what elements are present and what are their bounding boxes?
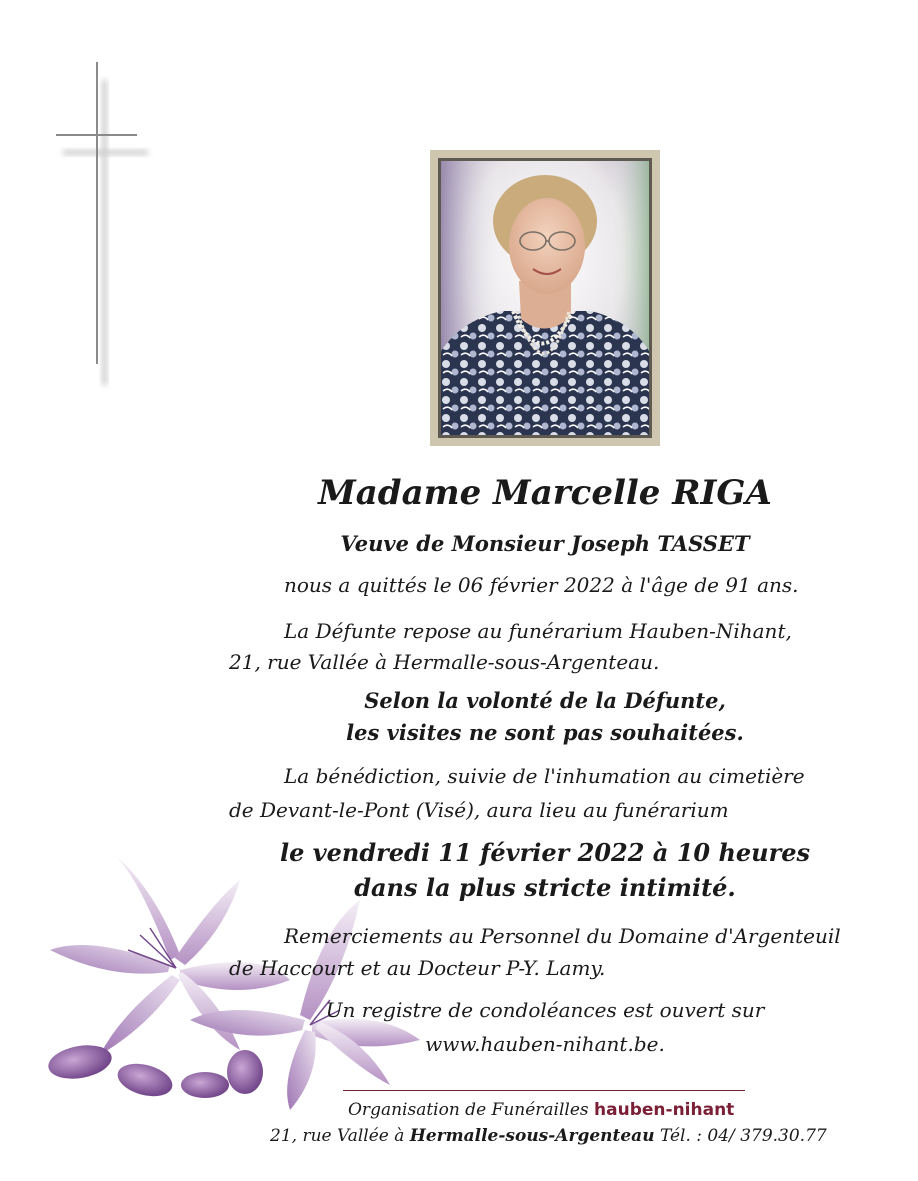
portrait-frame (430, 150, 660, 446)
footer-organisation (348, 1100, 734, 1120)
ceremony-line-2: de Devant-le-Pont (Visé), aura lieu au funérarium (229, 798, 729, 822)
footer-address (270, 1126, 827, 1146)
thanks-line-1: Remerciements au Personnel du Domaine d'Argenteuil (284, 924, 841, 948)
footer-org-prefix: Organisation de Funérailles (348, 1100, 589, 1120)
wish-line-1: Selon la volonté de la Défunte, (364, 688, 726, 713)
repose-line-1: La Défunte repose au funérarium Hauben-Nihant, (284, 619, 792, 643)
brand-logo: hauben-nihant (594, 1100, 735, 1120)
register-website: www.hauben-nihant.be. (425, 1032, 665, 1056)
ceremony-line-1: La bénédiction, suivie de l'inhumation au cimetière (284, 764, 805, 788)
register-line-1: Un registre de condoléances est ouvert sur (325, 998, 765, 1022)
portrait-photo (441, 161, 649, 435)
footer-address-prefix: 21, rue Vallée à (270, 1126, 405, 1146)
death-statement: nous a quittés le 06 février 2022 à l'âge de 91 ans. (284, 573, 799, 597)
footer-address-town: Hermalle-sous-Argenteau (409, 1126, 655, 1146)
wish-line-2: les visites ne sont pas souhaitées. (346, 720, 744, 745)
lily-flowers (30, 840, 450, 1120)
cross-icon (50, 60, 160, 390)
footer-phone: Tél. : 04/ 379.30.77 (659, 1126, 827, 1146)
footer-divider (343, 1090, 745, 1091)
deceased-name: Madame Marcelle RIGA (318, 473, 772, 513)
ceremony-date: le vendredi 11 février 2022 à 10 heures (279, 838, 811, 867)
ceremony-privacy: dans la plus stricte intimité. (354, 873, 736, 902)
repose-line-2: 21, rue Vallée à Hermalle-sous-Argenteau. (229, 650, 660, 674)
thanks-line-2: de Haccourt et au Docteur P-Y. Lamy. (229, 956, 606, 980)
widow-of: Veuve de Monsieur Joseph TASSET (340, 531, 750, 556)
